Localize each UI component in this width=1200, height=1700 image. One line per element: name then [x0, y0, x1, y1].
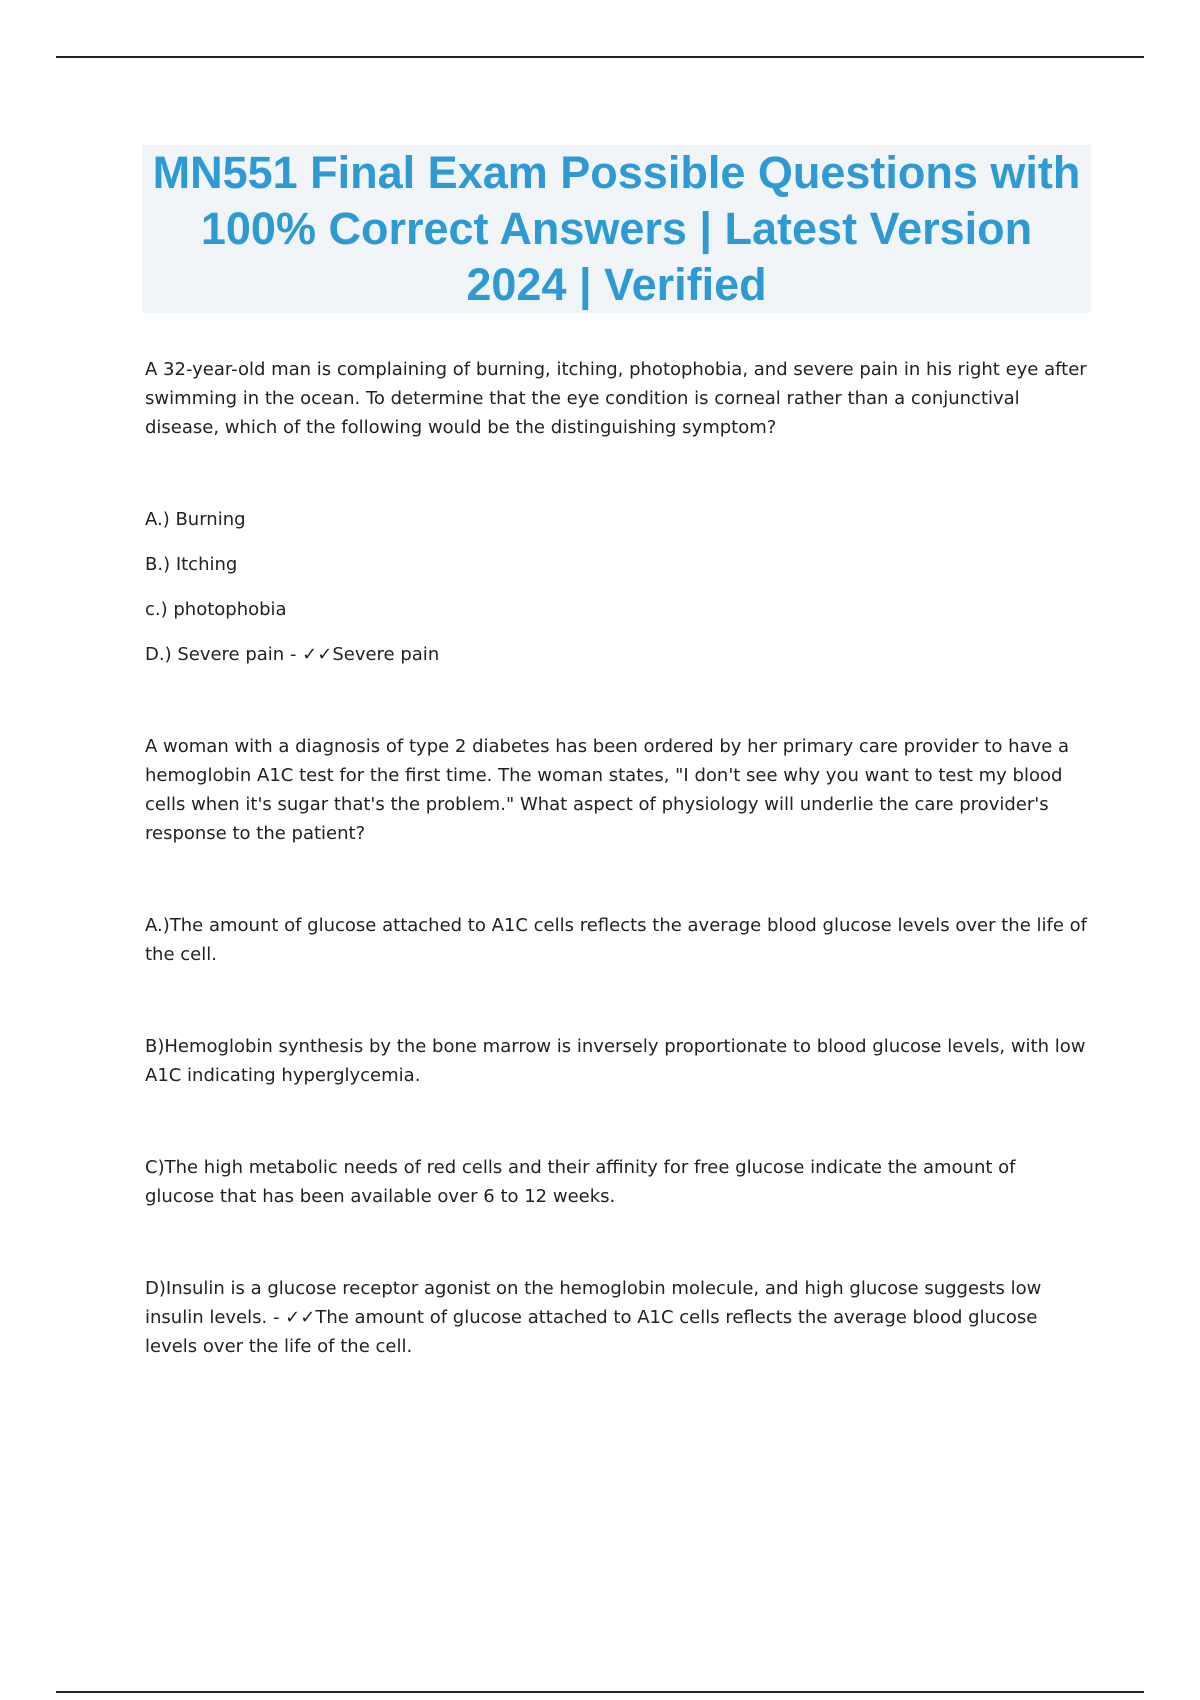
question-2-option-c: C)The high metabolic needs of red cells and their affinity for free glucose indicate the amount of glucose that has been available over 6 to 12 weeks.	[145, 1157, 1016, 1207]
question-1-answer-marker: - ✓✓	[284, 644, 333, 665]
question-2-answer: The amount of glucose attached to A1C cells reflects the average blood glucose levels over the life of the cell.	[145, 1307, 1038, 1357]
question-1-option-d-text: D.) Severe pain	[145, 644, 285, 665]
question-2-option-d-text: D)Insulin is a glucose receptor agonist on the hemoglobin molecule, and high glucose suggests low insulin levels.	[145, 1278, 1042, 1328]
top-rule	[56, 56, 1144, 58]
document-body	[145, 355, 1090, 1361]
question-1-stem: A 32-year-old man is complaining of burning, itching, photophobia, and severe pain in his right eye after swimming in the ocean. To determine that the eye condition is corneal rather than a conjunctival disease, which of the following would be the distinguishing symptom?	[145, 359, 1087, 438]
question-2-option-d	[145, 1274, 1090, 1361]
question-2-stem: A woman with a diagnosis of type 2 diabetes has been ordered by her primary care provider to have a hemoglobin A1C test for the first time. The woman states, "I don't see why you want to test my blood cells when it's sugar that's the problem." What aspect of physiology will underlie the care provider's response to the patient?	[145, 736, 1070, 844]
question-1-option-d	[145, 640, 1090, 669]
title-banner	[142, 145, 1091, 313]
question-2-answer-marker: - ✓✓	[267, 1307, 316, 1328]
question-1-option-a: A.) Burning	[145, 509, 246, 530]
question-2-option-a: A.)The amount of glucose attached to A1C cells reflects the average blood glucose levels over the life of the cell.	[145, 915, 1087, 965]
question-1-answer: Severe pain	[332, 644, 440, 665]
question-1-option-b: B.) Itching	[145, 554, 238, 575]
bottom-rule	[56, 1691, 1144, 1693]
document-title: MN551 Final Exam Possible Questions with 100% Correct Answers | Latest Version 2024 | Verified	[152, 147, 1081, 310]
question-1-option-c: c.) photophobia	[145, 599, 287, 620]
question-2-option-b: B)Hemoglobin synthesis by the bone marrow is inversely proportionate to blood glucose levels, with low A1C indicating hyperglycemia.	[145, 1036, 1086, 1086]
